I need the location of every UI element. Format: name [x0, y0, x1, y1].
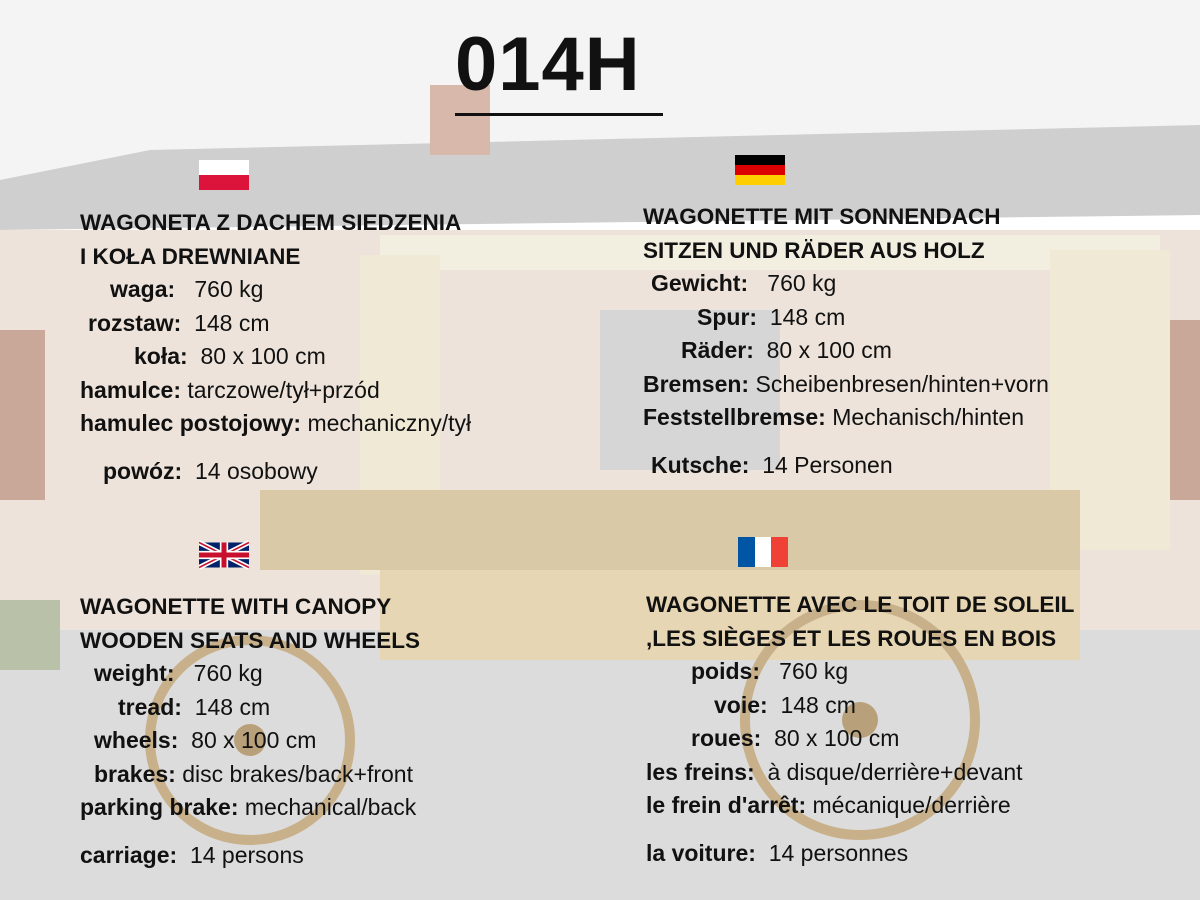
passengers-row	[643, 449, 1049, 483]
spec-value: 760 kg	[193, 660, 263, 686]
passengers-row	[80, 455, 471, 489]
english-heading-line-2: WOODEN SEATS AND WHEELS	[80, 627, 421, 653]
spec-value: mécanique/derrière	[812, 792, 1011, 818]
spec-row	[646, 789, 1074, 823]
title-underline	[455, 113, 663, 116]
spec-label: Kutsche:	[651, 451, 750, 478]
english-heading-line-1: WAGONETTE WITH CANOPY	[80, 594, 392, 619]
french-heading-line-2: ,LES SIÈGES ET LES ROUES EN BOIS	[646, 625, 1057, 651]
spec-label: brakes:	[94, 760, 176, 787]
spec-value: à disque/derrière+devant	[767, 758, 1023, 785]
spec-row	[646, 655, 1074, 689]
spec-value: Scheibenbresen/hinten+vorn	[755, 370, 1049, 397]
spec-label: rozstaw:	[88, 309, 182, 336]
spec-value: 14 osobowy	[194, 457, 318, 484]
spec-row	[80, 657, 420, 691]
spec-value: 80 x 100 cm	[766, 337, 892, 363]
spec-label: tread:	[118, 693, 182, 720]
uk-flag-icon	[199, 540, 249, 570]
spec-row	[80, 340, 471, 374]
spec-row	[646, 689, 1074, 723]
spec-value: 148 cm	[194, 693, 271, 720]
english-spec-block	[80, 590, 420, 872]
spec-value: disc brakes/back+front	[182, 760, 413, 787]
spec-label: voie:	[714, 691, 768, 718]
spec-label: powóz:	[103, 457, 183, 484]
spec-label: Feststellbremse:	[643, 404, 826, 430]
spec-row	[643, 301, 1049, 335]
polish-heading-line-2: I KOŁA DREWNIANE	[80, 243, 301, 269]
spec-value: 14 persons	[189, 841, 304, 868]
spec-label: hamulec postojowy:	[80, 410, 302, 436]
spec-value: Mechanisch/hinten	[832, 404, 1024, 430]
spec-value: 80 x 100 cm	[191, 727, 317, 753]
german-heading-line-1: WAGONETTE MIT SONNENDACH	[643, 204, 1001, 229]
spec-row	[80, 374, 471, 408]
polish-heading-line-1: WAGONETA Z DACHEM SIEDZENIA	[80, 210, 462, 235]
spec-row	[80, 307, 471, 341]
spec-label: weight:	[94, 660, 175, 686]
spec-value: 14 Personen	[762, 451, 893, 478]
spec-label: hamulce:	[80, 376, 181, 403]
spec-label: poids:	[691, 658, 760, 684]
spec-row	[643, 368, 1049, 402]
spec-row	[80, 407, 471, 441]
spec-value: tarczowe/tył+przód	[187, 376, 380, 403]
spec-value: 148 cm	[769, 303, 846, 330]
spec-value: 80 x 100 cm	[774, 725, 900, 751]
passengers-row	[646, 837, 1074, 871]
model-title: 014H	[455, 22, 641, 107]
polish-spec-block	[80, 206, 471, 488]
spec-row	[646, 756, 1074, 790]
spec-value: 14 personnes	[768, 839, 909, 866]
spec-label: koła:	[134, 343, 188, 369]
spec-label: Bremsen:	[643, 370, 750, 397]
spec-label: roues:	[691, 725, 762, 751]
spec-value: 80 x 100 cm	[200, 343, 326, 369]
french-spec-block	[646, 588, 1074, 870]
german-spec-block	[643, 200, 1049, 482]
spec-label: parking brake:	[80, 794, 239, 820]
spec-row	[643, 267, 1049, 301]
spec-value: 148 cm	[194, 309, 270, 336]
german-heading-line-2: SITZEN UND RÄDER AUS HOLZ	[643, 237, 985, 263]
spec-row	[80, 791, 420, 825]
spec-value: mechaniczny/tył	[307, 410, 472, 436]
spec-label: la voiture:	[646, 839, 756, 866]
germany-flag-icon	[735, 155, 785, 185]
spec-value: 760 kg	[779, 658, 849, 684]
spec-label: Räder:	[681, 337, 754, 363]
spec-value: 760 kg	[194, 276, 264, 302]
spec-label: waga:	[110, 276, 176, 302]
passengers-row	[80, 839, 420, 873]
spec-row	[646, 722, 1074, 756]
french-heading-line-1: WAGONETTE AVEC LE TOIT DE SOLEIL	[646, 592, 1075, 617]
spec-value: 148 cm	[780, 691, 856, 718]
spec-row	[80, 691, 420, 725]
spec-row	[80, 273, 471, 307]
spec-label: carriage:	[80, 841, 178, 868]
spec-label: le frein d'arrêt:	[646, 792, 807, 818]
spec-label: wheels:	[94, 727, 179, 753]
spec-row	[80, 758, 420, 792]
spec-value: 760 kg	[767, 270, 837, 296]
spec-row	[80, 724, 420, 758]
spec-label: Gewicht:	[651, 270, 749, 296]
spec-label: les freins:	[646, 758, 755, 785]
spec-value: mechanical/back	[244, 794, 417, 820]
spec-row	[643, 401, 1049, 435]
spec-label: Spur:	[697, 303, 758, 330]
poland-flag-icon	[199, 160, 249, 190]
france-flag-icon	[738, 537, 788, 567]
spec-row	[643, 334, 1049, 368]
